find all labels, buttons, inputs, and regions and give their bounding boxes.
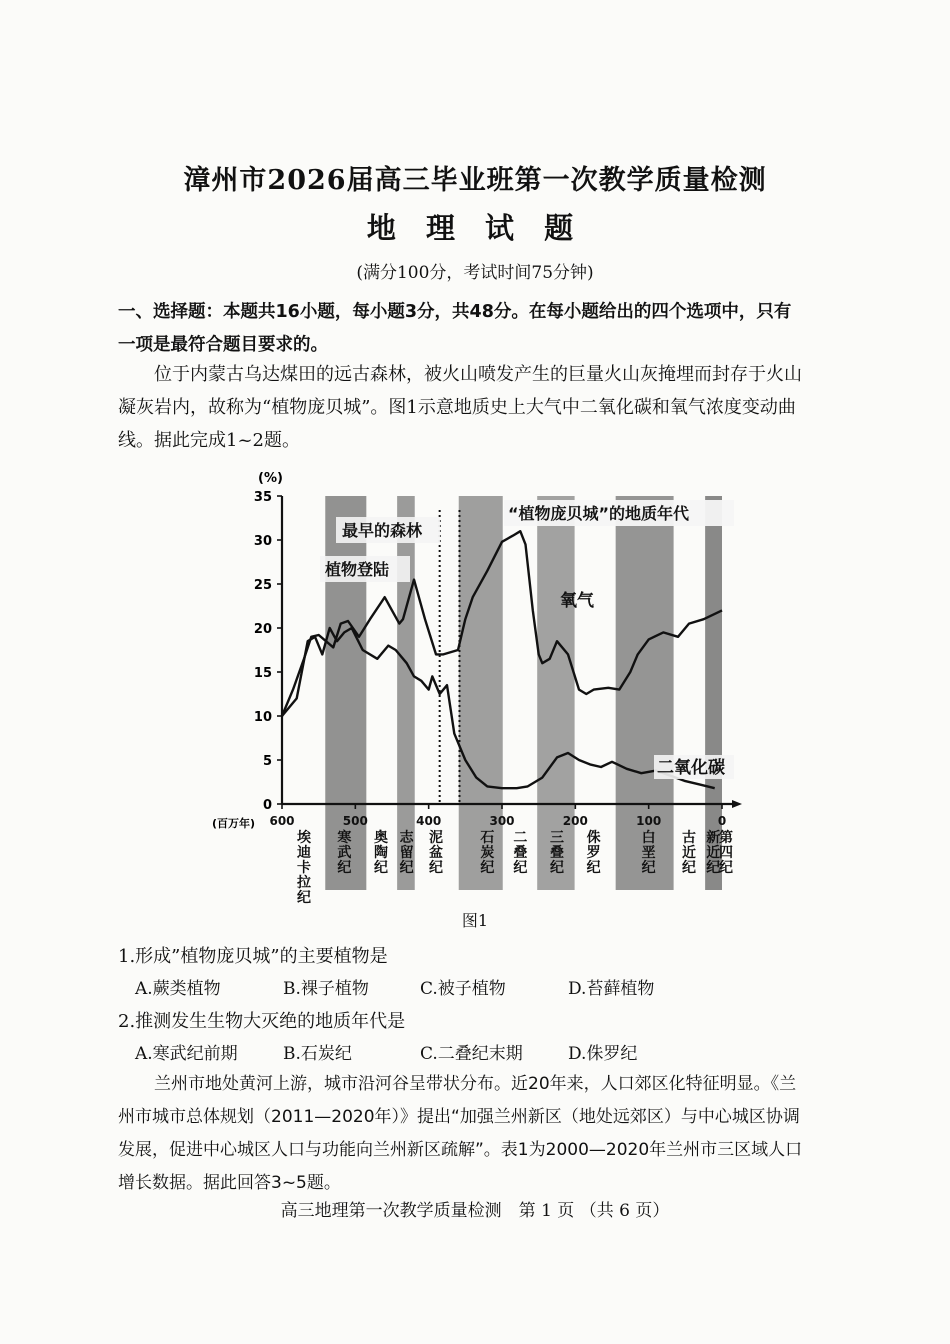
x-tick-label: 400	[416, 814, 442, 828]
y-tick-label: 5	[262, 754, 272, 769]
x-tick-label: 100	[636, 814, 662, 828]
pompeii-era-label: “植物庞贝城”的地质年代	[508, 504, 690, 523]
y-tick-label: 25	[253, 578, 272, 593]
period-label: 古近纪	[682, 830, 696, 876]
subject-title: 地 理 试 题	[366, 211, 584, 245]
y-unit-label: (%)	[258, 471, 283, 486]
period-label: 志留纪	[399, 830, 414, 876]
x-tick-label: 300	[489, 814, 515, 828]
period-label: 白垩纪	[641, 830, 656, 876]
q1-option-d[interactable]: D.苔藓植物	[568, 979, 655, 999]
q1-option-a[interactable]: A.蕨类植物	[135, 979, 221, 999]
period-label: 三叠纪	[550, 830, 564, 876]
period-label: 石炭纪	[480, 830, 495, 876]
y-tick-label: 15	[253, 666, 272, 681]
x-axis-arrow	[732, 800, 742, 808]
q2-option-d[interactable]: D.侏罗纪	[568, 1044, 638, 1064]
exam-title: 漳州市2026届高三毕业班第一次教学质量检测	[183, 165, 767, 196]
y-tick-label: 30	[253, 534, 272, 549]
q2-option-a[interactable]: A.寒武纪前期	[135, 1044, 238, 1064]
x-tick-label: 500	[342, 814, 368, 828]
q2-option-b[interactable]: B.石炭纪	[283, 1044, 352, 1064]
q1-option-b[interactable]: B.裸子植物	[283, 979, 369, 999]
question-2-stem: 2.推测发生生物大灭绝的地质年代是	[118, 1011, 406, 1032]
y-tick-label: 35	[253, 490, 272, 505]
exam-info: (满分100分，考试时间75分钟)	[356, 263, 594, 283]
q1-option-c[interactable]: C.被子植物	[420, 979, 506, 999]
period-label: 第四纪	[719, 830, 733, 876]
period-label: 侏罗纪	[586, 830, 601, 876]
period-label: 新近纪	[706, 830, 721, 876]
x-tick-label: 600	[269, 814, 295, 828]
figure-caption: 图1	[461, 911, 489, 930]
period-label: 二叠纪	[513, 830, 528, 876]
section-heading: 一、选择题：本题共16小题，每小题3分，共48分。在每小题给出的四个选项中，只有一项是最符合题目要求的。	[118, 302, 792, 355]
co2-label: 二氧化碳	[657, 758, 725, 778]
q2-option-c[interactable]: C.二叠纪末期	[420, 1044, 523, 1064]
y-tick-label: 10	[253, 710, 272, 725]
x-tick-label: 0	[717, 814, 727, 828]
x-unit-label: (百万年)	[212, 817, 256, 830]
period-label: 奥陶纪	[374, 830, 388, 876]
period-label: 泥盆纪	[429, 830, 443, 876]
plants-land-label: 植物登陆	[325, 560, 390, 579]
y-tick-label: 0	[262, 798, 272, 813]
period-label: 埃迪卡拉纪	[297, 830, 311, 906]
earliest-forest-label: 最早的森林	[342, 521, 423, 540]
page-footer: 高三地理第一次教学质量检测 第 1 页 （共 6 页）	[280, 1201, 670, 1221]
y-tick-label: 20	[253, 622, 272, 637]
question-intro-3-5: 兰州市地处黄河上游，城市沿河谷呈带状分布。近20年来，人口郊区化特征明显。《兰州市城市总体规划（2011—2020年）》提出“加强兰州新区（地处远郊区）与中心城区协调发展，促进中心城区人口与功能向兰州新区疏解”。表1为2000—2020年兰州市三区域人口增长数据。据此回答3~5题。	[118, 1074, 803, 1193]
x-tick-label: 200	[562, 814, 588, 828]
period-label: 寒武纪	[337, 830, 352, 876]
question-intro-1-2: 位于内蒙古乌达煤田的远古森林，被火山喷发产生的巨量火山灰掩埋而封存于火山凝灰岩内，故称为“植物庞贝城”。图1示意地质史上大气中二氧化碳和氧气浓度变动曲线。据此完成1~2题。	[118, 364, 802, 451]
question-1-stem: 1.形成”植物庞贝城”的主要植物是	[118, 946, 388, 967]
oxygen-label: 氧气	[560, 591, 594, 611]
